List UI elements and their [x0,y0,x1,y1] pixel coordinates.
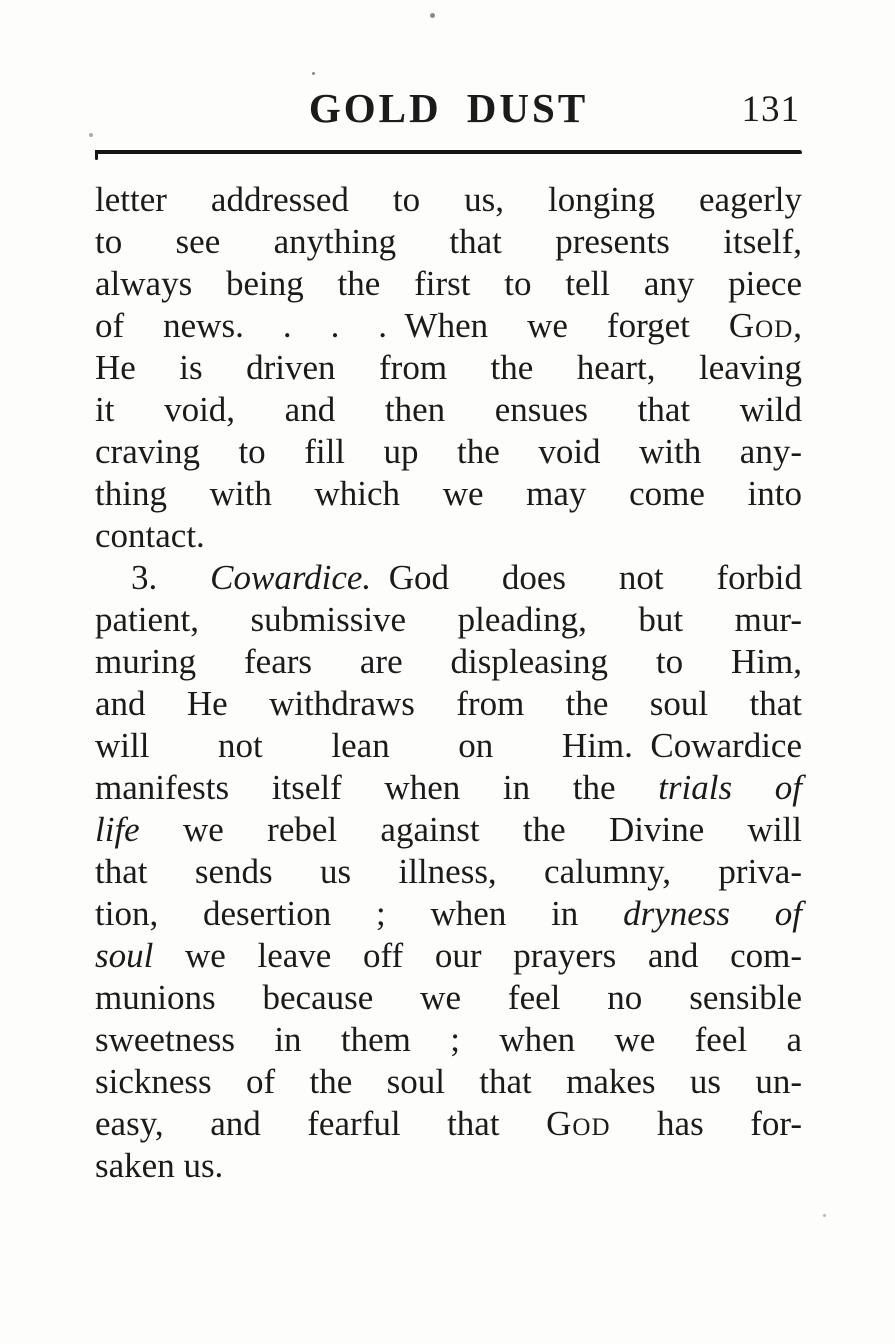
text-line [95,641,802,683]
text-segment: craving to fill up the void with any- [95,432,802,471]
text-line [95,725,802,767]
text-segment: letter addressed to us, longing eagerly [95,180,802,219]
text-segment: sickness of the soul that makes us un- [95,1062,802,1101]
text-line [95,935,802,977]
text-segment: of news. . . . When we forget [95,306,729,345]
text-line [95,389,802,431]
italic-phrase: Cowardice. [210,558,372,597]
text-line [95,305,802,347]
italic-phrase: soul [95,936,154,975]
deity-smallcaps: God [546,1104,611,1143]
paragraph [95,557,802,1187]
italic-phrase: life [95,810,140,849]
text-segment: has for- [610,1104,802,1143]
text-line [95,515,802,557]
text-segment: He is driven from the heart, leaving [95,348,802,387]
text-line [95,1145,802,1187]
text-line [95,347,802,389]
text-segment: easy, and fearful that [95,1104,547,1143]
text-segment: muring fears are displeasing to Him, [95,642,802,681]
header-rule [95,150,802,154]
scan-speck [89,133,93,137]
text-segment: patient, submissive pleading, but mur- [95,600,802,639]
text-line [95,431,802,473]
text-segment: we rebel against the Divine will [139,810,802,849]
italic-phrase: dryness of [623,894,802,933]
text-segment: tion, desertion ; when in [95,894,624,933]
scan-speck [430,13,435,18]
text-segment: to see anything that presents itself, [95,222,802,261]
text-segment: sweetness in them ; when we feel a [95,1020,802,1059]
page-body [95,179,802,1187]
text-segment: will not lean on Him. Cowardice [95,726,802,765]
text-line [95,1061,802,1103]
text-segment: and He withdraws from the soul that [95,684,802,723]
text-segment: that sends us illness, calumny, priva- [95,852,802,891]
text-line [95,767,802,809]
text-line [95,977,802,1019]
scan-speck [312,72,315,75]
text-segment: 3. [131,558,211,597]
text-line [95,179,802,221]
text-segment: always being the first to tell any piece [95,264,802,303]
text-segment: we leave off our prayers and com- [153,936,802,975]
text-line [95,683,802,725]
deity-smallcaps: God [728,306,794,345]
text-segment: thing with which we may come into [95,474,802,513]
text-segment: it void, and then ensues that wild [95,390,802,429]
text-segment: contact. [95,516,205,555]
text-segment: God does not forbid [371,558,802,597]
page-content [95,84,802,1187]
page-title: GOLD DUST [308,85,589,131]
text-line [95,1019,802,1061]
paragraph [95,179,802,557]
text-line [95,221,802,263]
text-segment: , [793,306,802,345]
text-line [95,263,802,305]
scan-speck [823,1214,826,1217]
page-number: 131 [741,89,800,130]
text-line [95,599,802,641]
italic-phrase: trials of [658,768,802,807]
text-line [95,809,802,851]
text-line [95,557,802,599]
text-line [95,893,802,935]
text-segment: saken us. [95,1146,224,1185]
text-line [95,1103,802,1145]
text-segment: manifests itself when in the [95,768,659,807]
text-line [95,473,802,515]
page-header [95,84,802,130]
text-segment: munions because we feel no sensible [95,978,802,1017]
text-line [95,851,802,893]
